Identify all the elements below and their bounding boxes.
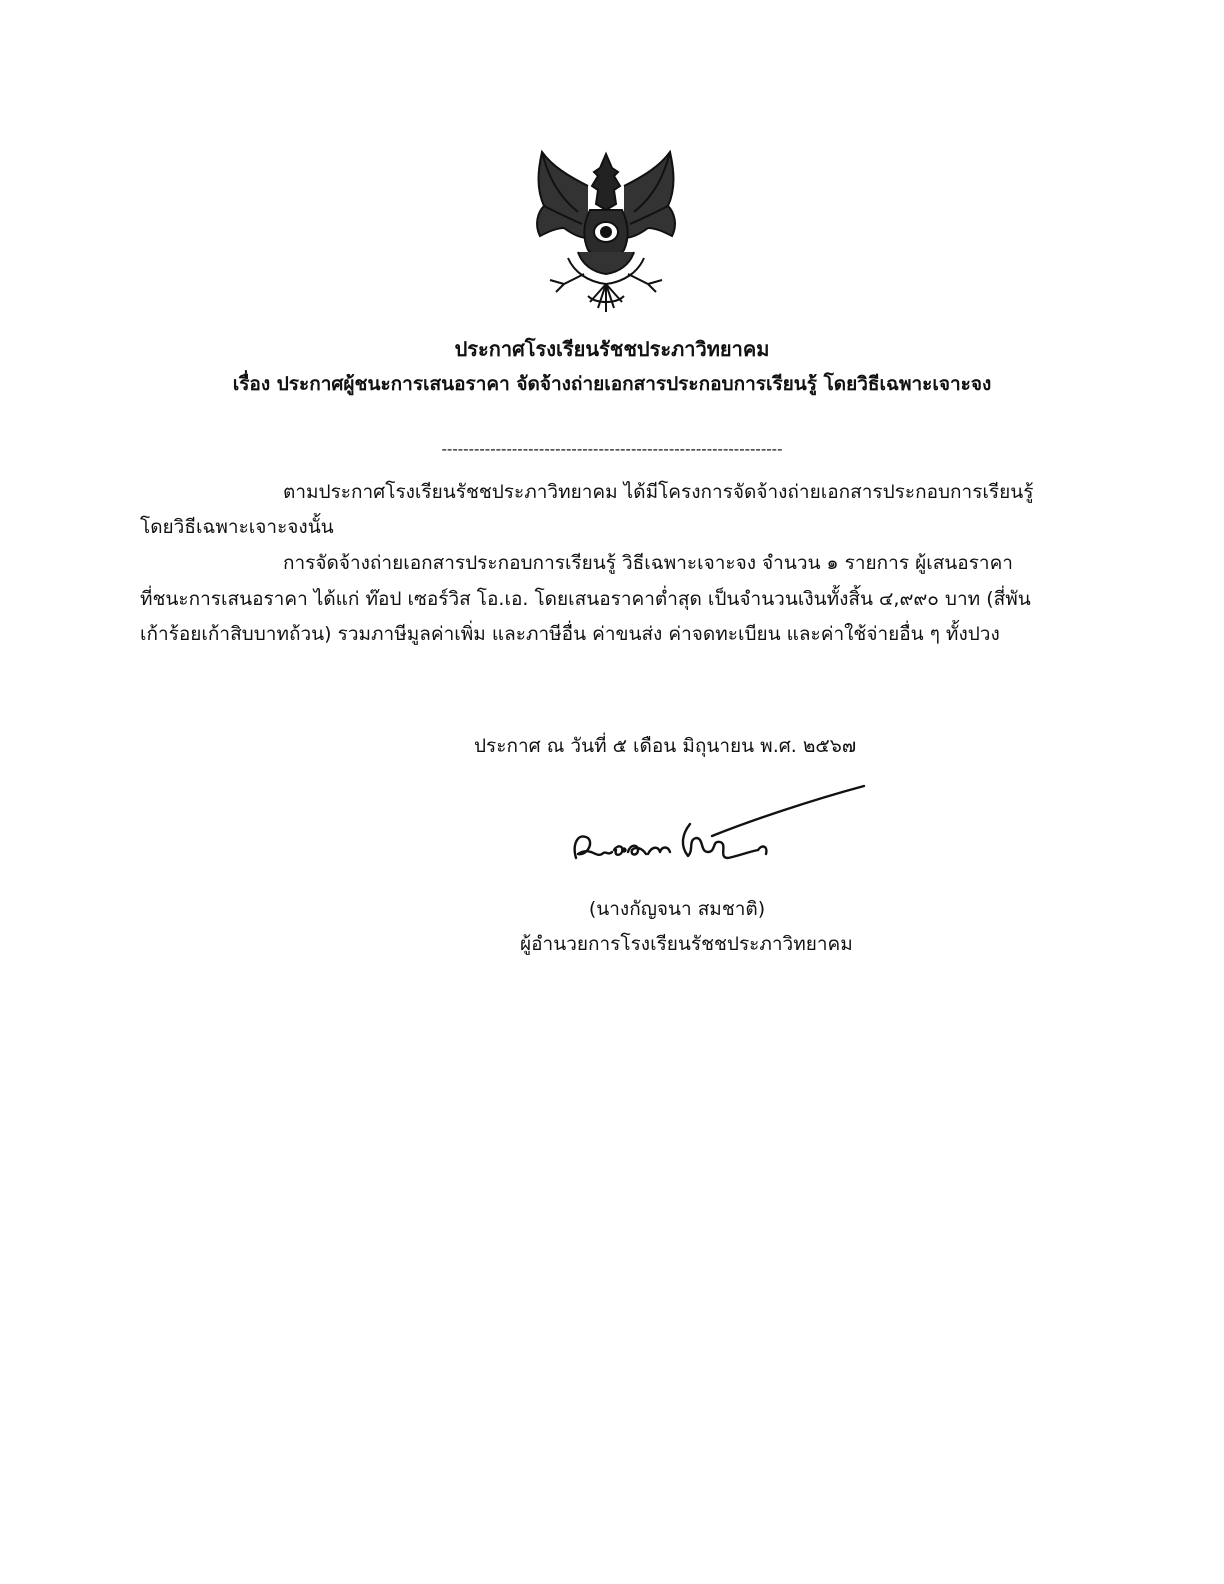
paragraph-2-line-3: เก้าร้อยเก้าสิบบาทถ้วน) รวมภาษีมูลค่าเพิ่ม และภาษีอื่น ค่าขนส่ง ค่าจดทะเบียน และค่าใช้จ่ายอื่น ๆ ทั้งปวง <box>140 623 1000 645</box>
paragraph-1-line-1: ตามประกาศโรงเรียนรัชชประภาวิทยาคม ได้มีโครงการจัดจ้างถ่ายเอกสารประกอบการเรียนรู้ <box>283 481 1034 503</box>
handwritten-signature <box>562 780 872 880</box>
paragraph-2-line-1: การจัดจ้างถ่ายเอกสารประกอบการเรียนรู้ วิธีเฉพาะเจาะจง จำนวน ๑ รายการ ผู้เสนอราคา <box>283 552 1013 574</box>
announcement-date: ประกาศ ณ วันที่ ๕ เดือน มิถุนายน พ.ศ. ๒๕๖๗ <box>474 735 857 757</box>
signer-name: (นางกัญจนา สมชาติ) <box>588 898 766 920</box>
divider-line: --------------------------------------------------------------- <box>441 440 783 458</box>
paragraph-2-line-2: ที่ชนะการเสนอราคา ได้แก่ ท๊อป เซอร์วิส โอ.เอ. โดยเสนอราคาต่ำสุด เป็นจำนวนเงินทั้งสิ้น ๔,๙๙๐ บาท (สี่พัน <box>140 588 1031 610</box>
document-subject: เรื่อง ประกาศผู้ชนะการเสนอราคา จัดจ้างถ่ายเอกสารประกอบการเรียนรู้ โดยวิธีเฉพาะเจาะจง <box>232 373 992 395</box>
garuda-emblem-icon <box>528 146 684 316</box>
document-title: ประกาศโรงเรียนรัชชประภาวิทยาคม <box>454 337 770 361</box>
paragraph-1-line-2: โดยวิธีเฉพาะเจาะจงนั้น <box>140 516 334 538</box>
signer-position: ผู้อำนวยการโรงเรียนรัชชประภาวิทยาคม <box>520 933 853 955</box>
